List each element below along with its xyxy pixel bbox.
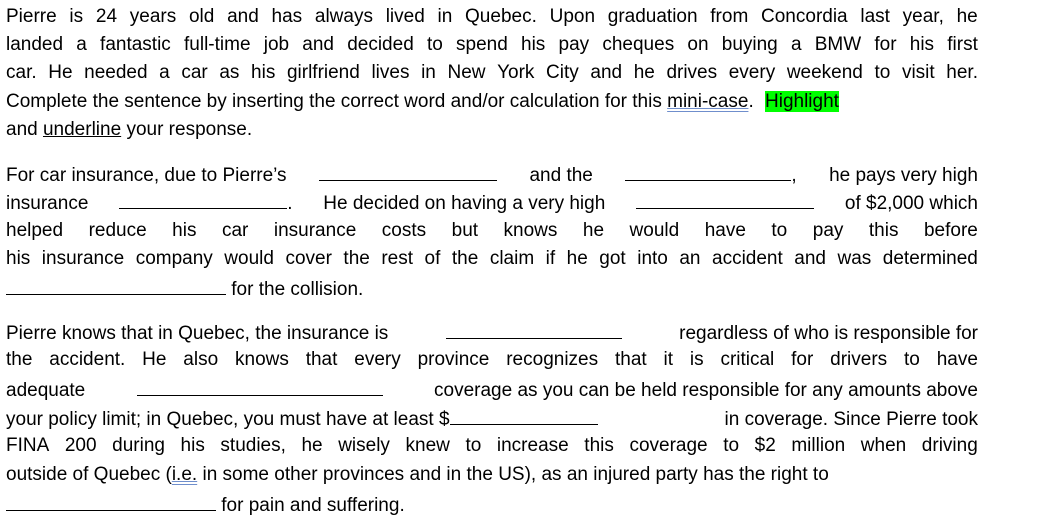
- word: of: [424, 248, 441, 269]
- word: reduce: [88, 220, 147, 241]
- word: his: [6, 248, 31, 269]
- word: drives: [666, 62, 718, 83]
- word: driving: [921, 435, 978, 456]
- word: this: [868, 220, 899, 241]
- word: have: [936, 349, 978, 370]
- word: a: [76, 34, 87, 55]
- word: knows: [235, 349, 289, 370]
- word: insurance: [41, 248, 125, 269]
- word: to: [426, 34, 443, 55]
- word: always: [314, 6, 373, 27]
- answer-blank-6[interactable]: [446, 318, 622, 339]
- word: critical: [720, 349, 775, 370]
- text: insurance: [6, 193, 89, 214]
- word: fantastic: [100, 34, 171, 55]
- word: He: [48, 62, 73, 83]
- word: from: [710, 6, 749, 27]
- word: old: [188, 6, 215, 27]
- p1-line-3: [6, 59, 978, 87]
- word: wisely: [338, 435, 390, 456]
- text: he pays very high: [829, 165, 978, 186]
- p2-line-3: [6, 217, 978, 245]
- word: a: [790, 34, 802, 55]
- answer-blank-5[interactable]: [6, 274, 226, 295]
- word: insurance: [273, 220, 357, 241]
- answer-blank-4[interactable]: [636, 188, 814, 209]
- mini-case-term: mini-case: [667, 91, 749, 112]
- answer-blank-8[interactable]: [450, 404, 598, 425]
- word: every: [354, 349, 401, 370]
- word: buying: [721, 34, 778, 55]
- word: when: [860, 435, 907, 456]
- word: spend: [456, 34, 508, 55]
- p1-line-1: [6, 3, 978, 31]
- word: his: [521, 34, 546, 55]
- text: outside of Quebec (: [6, 464, 172, 485]
- word: weekend: [786, 62, 863, 83]
- p3-line-6: [6, 461, 978, 489]
- word: $2: [754, 435, 776, 456]
- word: lives: [371, 62, 410, 83]
- text: of $2,000 which: [844, 193, 978, 214]
- word: this: [584, 435, 614, 456]
- word: 24: [95, 6, 118, 27]
- word: his: [180, 435, 205, 456]
- p3-line-4: [6, 404, 978, 432]
- word: to: [465, 435, 482, 456]
- word: determined: [882, 248, 978, 269]
- word: for: [874, 34, 897, 55]
- word: FINA: [6, 435, 50, 456]
- word: is: [69, 6, 84, 27]
- word: helped: [6, 220, 64, 241]
- text: For car insurance, due to Pierre’s: [6, 165, 287, 186]
- word: into: [637, 248, 668, 269]
- word: but: [451, 220, 479, 241]
- word: car: [221, 220, 249, 241]
- instruction-text: Complete the sentence by inserting the correct word and/or calculation for this: [6, 91, 662, 112]
- word: and: [590, 62, 623, 83]
- word: on: [687, 34, 709, 55]
- highlight-term: Highlight: [765, 91, 839, 112]
- word: is: [689, 349, 704, 370]
- word: coverage: [629, 435, 708, 456]
- word: recognizes: [506, 349, 599, 370]
- word: last: [860, 6, 890, 27]
- p2-line-2: [6, 188, 978, 216]
- word: every: [728, 62, 776, 83]
- word: Quebec.: [465, 6, 537, 27]
- p2-line-1: [6, 160, 978, 188]
- word: first: [947, 34, 978, 55]
- word: Pierre: [6, 6, 57, 27]
- p3-line-5: [6, 432, 978, 460]
- word: car: [181, 62, 208, 83]
- word: needed: [84, 62, 148, 83]
- text: adequate: [6, 380, 86, 401]
- word: to: [904, 349, 920, 370]
- word: New: [447, 62, 486, 83]
- word: accident: [712, 248, 783, 269]
- word: decided: [347, 34, 414, 55]
- word: the: [451, 248, 479, 269]
- word: cover: [285, 248, 332, 269]
- word: knew: [405, 435, 450, 456]
- word: to: [771, 220, 788, 241]
- word: have: [704, 220, 746, 241]
- word: for: [791, 349, 814, 370]
- word: cheques: [602, 34, 675, 55]
- p3-line-2: [6, 346, 978, 374]
- word: the: [343, 248, 370, 269]
- text: for the collision.: [231, 279, 364, 300]
- word: to: [874, 62, 891, 83]
- word: year,: [902, 6, 944, 27]
- word: in: [421, 62, 436, 83]
- word: claim: [489, 248, 535, 269]
- word: it: [663, 349, 674, 370]
- text: and: [6, 119, 38, 140]
- underline-term: underline: [42, 119, 122, 140]
- word: was: [837, 248, 872, 269]
- text: and the: [529, 165, 593, 186]
- answer-blank-2[interactable]: [625, 160, 791, 181]
- word: her.: [946, 62, 978, 83]
- word: and: [227, 6, 259, 27]
- word: pay: [558, 34, 590, 55]
- text: your response.: [126, 119, 253, 140]
- word: million: [791, 435, 846, 456]
- period: .: [287, 193, 293, 214]
- answer-blank-7[interactable]: [137, 375, 383, 396]
- word: his: [251, 62, 276, 83]
- word: landed: [6, 34, 64, 55]
- word: he: [633, 62, 655, 83]
- word: full-time: [184, 34, 251, 55]
- word: also: [183, 349, 219, 370]
- word: in: [437, 6, 453, 27]
- word: an: [679, 248, 701, 269]
- answer-blank-1[interactable]: [319, 160, 497, 181]
- word: lived: [385, 6, 425, 27]
- word: Concordia: [761, 6, 848, 27]
- word: his: [909, 34, 935, 55]
- text: Pierre knows that in Quebec, the insurance is: [6, 323, 389, 344]
- word: and: [794, 248, 826, 269]
- word: pay: [812, 220, 844, 241]
- word: knows: [503, 220, 558, 241]
- p3-line-1: [6, 318, 978, 346]
- word: to: [723, 435, 740, 456]
- word: that: [614, 349, 647, 370]
- word: as: [219, 62, 240, 83]
- word: he: [566, 248, 588, 269]
- word: that: [305, 349, 338, 370]
- word: province: [417, 349, 490, 370]
- word: a: [159, 62, 170, 83]
- p1-line-5: [6, 116, 978, 144]
- text: in coverage. Since Pierre took: [724, 409, 978, 430]
- word: would: [224, 248, 274, 269]
- word: he: [301, 435, 323, 456]
- answer-blank-3[interactable]: [119, 188, 287, 209]
- text: in some other provinces and in the US), as an injured party has the right to: [202, 464, 829, 485]
- word: girlfriend: [286, 62, 360, 83]
- word: he: [582, 220, 605, 241]
- word: would: [629, 220, 680, 241]
- word: he: [956, 6, 978, 27]
- p3-line-7: [6, 490, 978, 518]
- p2-line-5: [6, 274, 978, 302]
- word: costs: [381, 220, 427, 241]
- word: accident.: [49, 349, 126, 370]
- text: your policy limit; in Quebec, you must have at least $: [6, 409, 450, 430]
- word: before: [923, 220, 978, 241]
- word: City: [546, 62, 579, 83]
- word: if: [545, 248, 556, 269]
- text: regardless of who is responsible for: [679, 323, 978, 344]
- word: his: [172, 220, 197, 241]
- word: the: [6, 349, 33, 370]
- word: BMW: [814, 34, 862, 55]
- word: car.: [6, 62, 37, 83]
- word: 200: [64, 435, 97, 456]
- word: visit: [901, 62, 935, 83]
- p1-line-4: [6, 88, 978, 116]
- text: He decided on having a very high: [323, 193, 606, 214]
- word: and: [302, 34, 334, 55]
- p1-line-2: [6, 31, 978, 59]
- text: for pain and suffering.: [221, 495, 405, 516]
- answer-blank-9[interactable]: [6, 490, 216, 511]
- word: has: [271, 6, 303, 27]
- p2-line-4: [6, 245, 978, 273]
- word: He: [142, 349, 167, 370]
- word: company: [135, 248, 213, 269]
- word: during: [112, 435, 165, 456]
- word: drivers: [830, 349, 888, 370]
- word: job: [263, 34, 290, 55]
- word: Upon: [549, 6, 596, 27]
- word: years: [129, 6, 177, 27]
- word: rest: [381, 248, 414, 269]
- word: graduation: [607, 6, 698, 27]
- comma: ,: [791, 165, 797, 186]
- word: studies,: [220, 435, 286, 456]
- text: coverage as you can be held responsible for any amounts above: [434, 380, 978, 401]
- period: .: [748, 91, 754, 112]
- ie-term: i.e.: [171, 464, 198, 485]
- word: got: [599, 248, 626, 269]
- p3-line-3: [6, 375, 978, 403]
- word: York: [497, 62, 535, 83]
- word: increase: [496, 435, 569, 456]
